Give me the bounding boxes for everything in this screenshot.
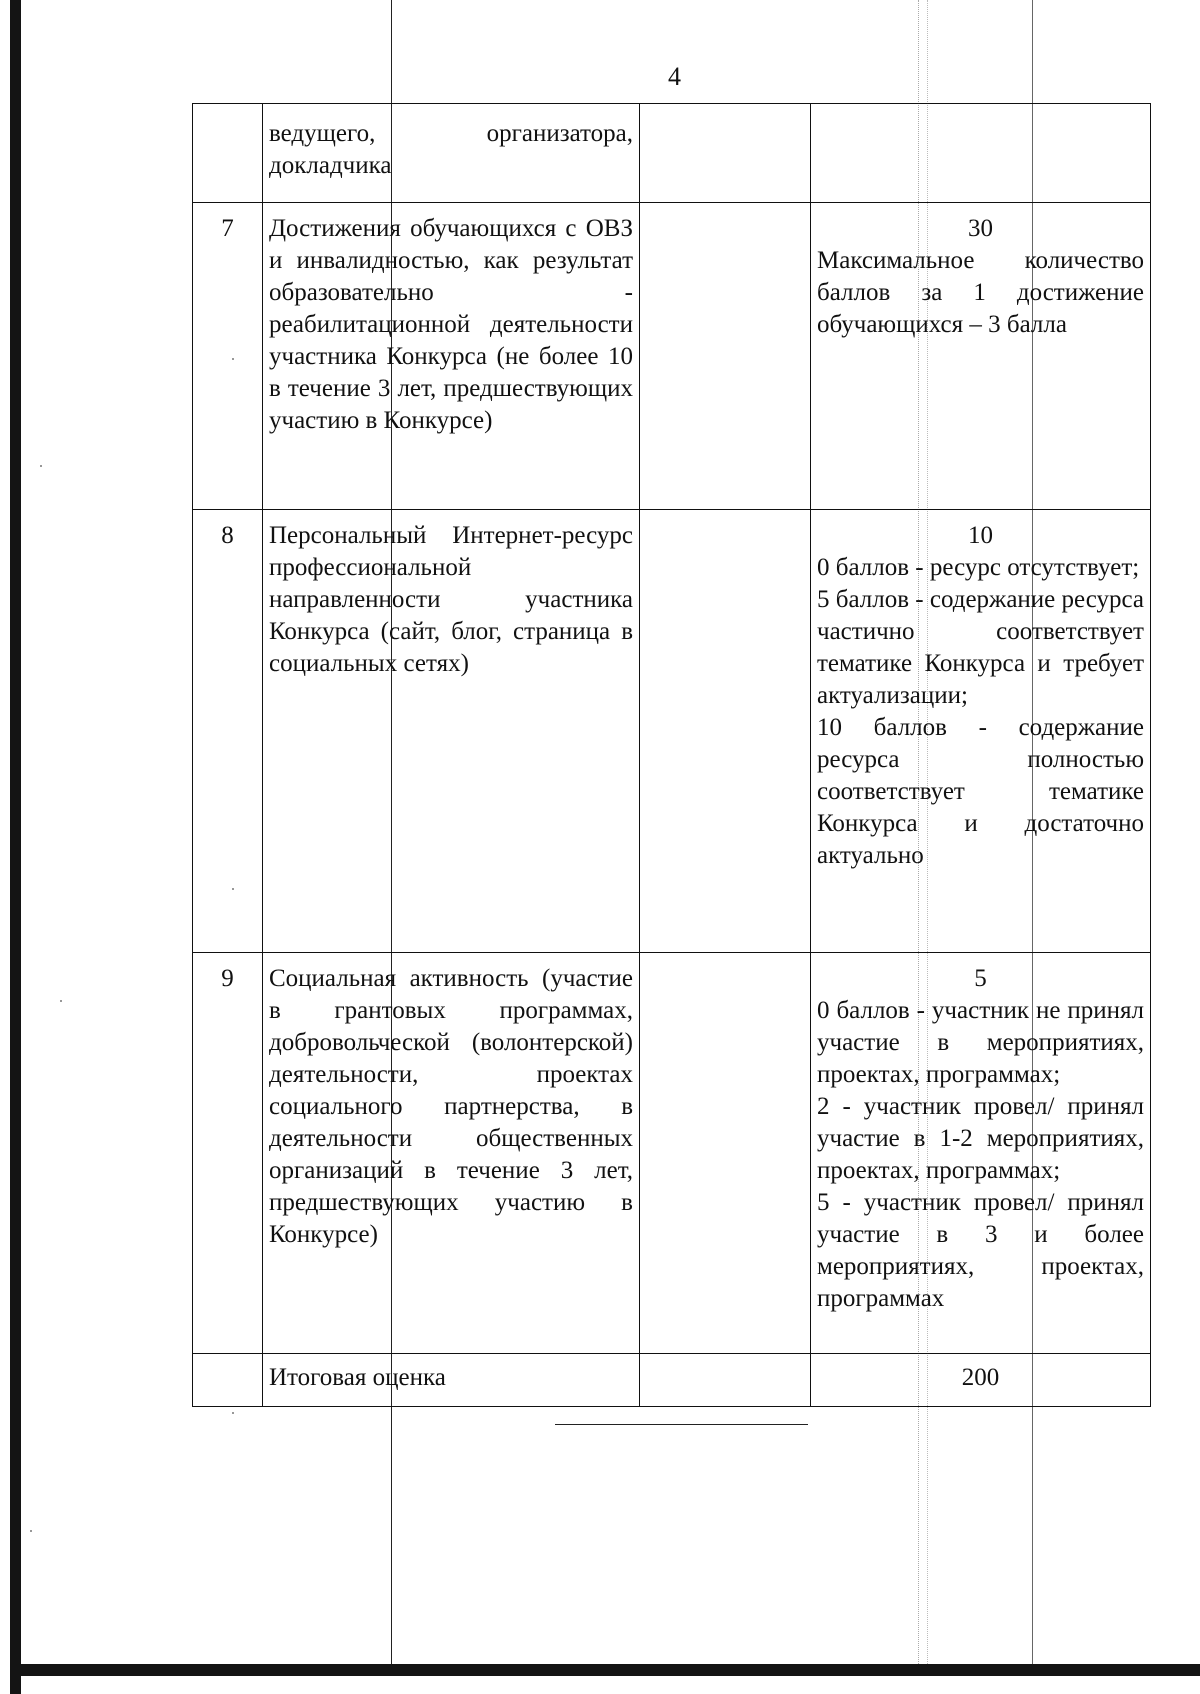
total-score-cell xyxy=(811,1354,1151,1407)
row-number: 8 xyxy=(193,510,263,953)
score-cell xyxy=(811,510,1151,953)
middle-cell xyxy=(640,1354,811,1407)
score-description: 5 баллов - содержание ресурса частично соответствует тематике Конкурса и требует актуализации; xyxy=(817,586,1145,709)
criterion-text: Персональный Интернет-ресурс профессиональной направленности участника Конкурса (сайт, блог, страница в социальных сетях) xyxy=(269,522,633,677)
scan-dot xyxy=(232,1412,234,1414)
scan-dot xyxy=(60,1000,62,1002)
score-value: 10 xyxy=(968,522,993,549)
total-number-cell xyxy=(193,1354,263,1407)
table-row xyxy=(193,510,1151,953)
score-description: 2 - участник провел/ принял участие в 1-2 мероприятиях, проектах, программах; xyxy=(817,1093,1144,1184)
table-row xyxy=(193,104,1151,203)
criterion-text: ведущего, организатора, докладчика xyxy=(269,120,633,179)
total-label: Итоговая оценка xyxy=(263,1354,640,1407)
middle-cell xyxy=(640,203,811,510)
total-score-value: 200 xyxy=(961,1364,1000,1391)
criterion-text: Социальная активность (участие в грантовых программах, добровольческой (волонтерской) деятельности, проектах социального партнерства, в деятельности общественных организаций в течение 3 лет, предшествующих участию в Конкурсе) xyxy=(269,965,633,1248)
score-cell xyxy=(811,104,1151,203)
middle-cell xyxy=(640,510,811,953)
scan-dot xyxy=(40,465,42,467)
score-value: 5 xyxy=(974,965,987,992)
criterion-cell xyxy=(263,203,640,510)
criterion-cell xyxy=(263,104,640,203)
scan-dot xyxy=(30,1530,32,1532)
scan-border-bottom xyxy=(10,1664,1200,1676)
score-description: 5 - участник провел/ принял участие в 3 и более мероприятиях, проектах, программах xyxy=(817,1189,1144,1312)
criterion-text: Достижения обучающихся с ОВЗ и инвалидностью, как результат образовательно - реабилитационной деятельности участника Конкурса (не более 10 в течение 3 лет, предшествующих участию в Конкурсе) xyxy=(269,215,633,434)
page-number: 4 xyxy=(668,62,681,91)
row-number xyxy=(193,104,263,203)
score-cell xyxy=(811,203,1151,510)
table-row xyxy=(193,203,1151,510)
criterion-cell xyxy=(263,510,640,953)
scan-border-left xyxy=(10,0,21,1694)
score-value: 30 xyxy=(968,215,993,242)
score-cell xyxy=(811,953,1151,1354)
total-row xyxy=(193,1354,1151,1407)
table-row xyxy=(193,953,1151,1354)
middle-cell xyxy=(640,104,811,203)
row-number: 7 xyxy=(193,203,263,510)
score-description: Максимальное количество баллов за 1 достижение обучающихся – 3 балла xyxy=(817,247,1144,338)
criterion-cell xyxy=(263,953,640,1354)
footer-rule xyxy=(555,1424,808,1425)
score-description: 0 баллов - ресурс отсутствует; xyxy=(817,554,1140,581)
score-description: 10 баллов - содержание ресурса полностью соответствует тематике Конкурса и достаточно актуально xyxy=(817,714,1144,869)
score-description: 0 баллов - участник не принял участие в мероприятиях, проектах, программах; xyxy=(817,997,1144,1088)
criteria-table xyxy=(192,103,1151,1407)
row-number: 9 xyxy=(193,953,263,1354)
middle-cell xyxy=(640,953,811,1354)
